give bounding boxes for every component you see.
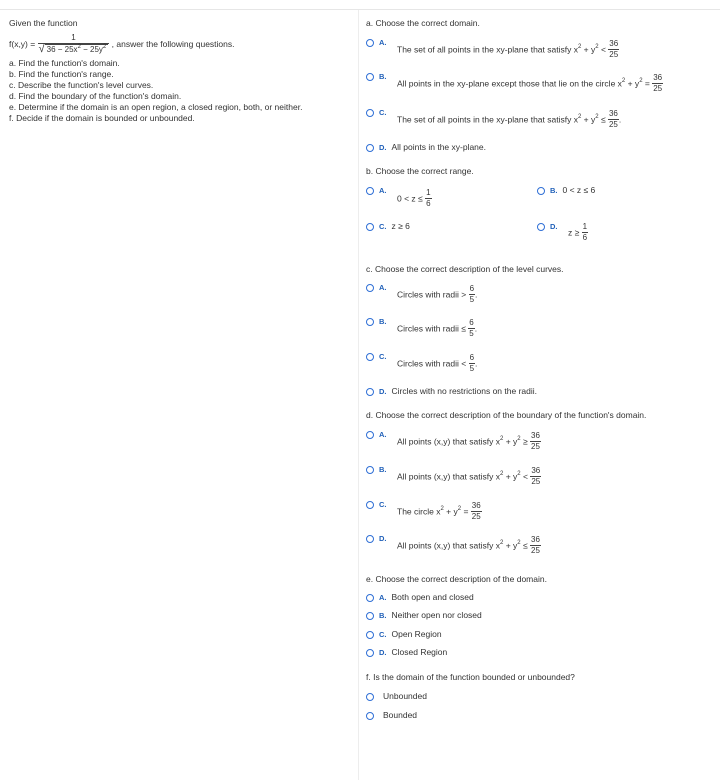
radio-button[interactable] xyxy=(537,223,545,231)
radio-button[interactable] xyxy=(366,39,374,47)
option-c-c-text: Circles with radii < $\frac{6}{5}$ . xyxy=(397,353,478,373)
option-f-bounded[interactable]: Bounded xyxy=(366,710,417,720)
radio-button[interactable] xyxy=(366,501,374,509)
option-d-b-text: All points (x,y) that satisfy $x^2 + y^2$ < $\frac{36}{25}$ xyxy=(397,466,541,486)
option-a-a[interactable]: A. xyxy=(366,37,392,47)
option-c-a-text: Circles with radii > $\frac{6}{5}$ . xyxy=(397,284,478,304)
option-e-a[interactable]: A. Both open and closed xyxy=(366,592,474,602)
radio-button[interactable] xyxy=(366,693,374,701)
option-c-b[interactable]: B. xyxy=(366,316,392,326)
option-e-c[interactable]: C. Open Region xyxy=(366,629,442,639)
question-f-title: f. Is the domain of the function bounded or unbounded? xyxy=(366,672,575,682)
radio-button[interactable] xyxy=(366,431,374,439)
column-divider xyxy=(358,10,359,780)
problem-statement xyxy=(9,18,349,124)
question-a-title: a. Choose the correct domain. xyxy=(366,18,480,28)
radio-button[interactable] xyxy=(366,388,374,396)
function-definition: f(x,y) = $\frac{1}{√ 36 - 25x^2 - 25y^2}$ , answer the following questions. xyxy=(9,33,235,55)
option-b-c[interactable]: C. z ≥ 6 xyxy=(366,221,410,231)
option-a-a-text: The set of all points in the xy-plane that satisfy $x^2 + y^2$ < $\frac{36}{25}$ xyxy=(397,39,619,59)
option-b-d[interactable]: D. xyxy=(537,221,563,231)
option-c-b-text: Circles with radii ≤ $\frac{6}{5}$ . xyxy=(397,318,478,338)
option-e-d[interactable]: D. Closed Region xyxy=(366,647,447,657)
option-a-c[interactable]: C. xyxy=(366,107,392,117)
option-d-d-text: All points (x,y) that satisfy $x^2 + y^2$ ≤ $\frac{36}{25}$ xyxy=(397,535,540,555)
radio-button[interactable] xyxy=(366,631,374,639)
radio-button[interactable] xyxy=(366,535,374,543)
option-e-b[interactable]: B. Neither open nor closed xyxy=(366,610,482,620)
top-rule xyxy=(0,9,720,10)
option-a-b-text: All points in the xy-plane except those that lie on the circle $x^2 + y^2$ = $\frac{36}{25}$ xyxy=(397,73,663,93)
sqrt-symbol: √ xyxy=(38,43,45,55)
option-d-c[interactable]: C. xyxy=(366,499,392,509)
radio-button[interactable] xyxy=(366,318,374,326)
option-d-c-text: The circle $x^2 + y^2$ = $\frac{36}{25}$ xyxy=(397,501,481,521)
radio-button[interactable] xyxy=(366,353,374,361)
option-b-b[interactable]: B. 0 < z ≤ 6 xyxy=(537,185,595,195)
radio-button[interactable] xyxy=(366,594,374,602)
option-d-a[interactable]: A. xyxy=(366,429,392,439)
option-c-a[interactable]: A. xyxy=(366,282,392,292)
option-a-c-text: The set of all points in the xy-plane that satisfy $x^2 + y^2$ ≤ $\frac{36}{25}$ . xyxy=(397,109,622,129)
option-d-a-text: All points (x,y) that satisfy $x^2 + y^2$ ≥ $\frac{36}{25}$ xyxy=(397,431,540,451)
function-fraction: $\frac{1}{√ 36 - 25x^2 - 25y^2}$ xyxy=(38,33,110,55)
radio-button[interactable] xyxy=(366,223,374,231)
task-item: d. Find the boundary of the function's domain. xyxy=(9,91,182,101)
radio-button[interactable] xyxy=(366,712,374,720)
radio-button[interactable] xyxy=(366,73,374,81)
question-c-title: c. Choose the correct description of the level curves. xyxy=(366,264,564,274)
option-a-b[interactable]: B. xyxy=(366,71,392,81)
task-item: f. Decide if the domain is bounded or unbounded. xyxy=(9,113,195,123)
option-d-d[interactable]: D. xyxy=(366,533,392,543)
radio-button[interactable] xyxy=(366,109,374,117)
task-item: e. Determine if the domain is an open region, a closed region, both, or neither. xyxy=(9,102,303,112)
option-b-a-text: 0 < z ≤ $\frac{1}{6}$ xyxy=(397,188,431,208)
task-item: a. Find the function's domain. xyxy=(9,58,120,68)
question-e-title: e. Choose the correct description of the domain. xyxy=(366,574,547,584)
radio-button[interactable] xyxy=(537,187,545,195)
given-text: Given the function xyxy=(9,18,78,28)
question-b-title: b. Choose the correct range. xyxy=(366,166,474,176)
radio-button[interactable] xyxy=(366,649,374,657)
option-b-a[interactable]: A. xyxy=(366,185,392,195)
option-c-c[interactable]: C. xyxy=(366,351,392,361)
question-d-title: d. Choose the correct description of the boundary of the function's domain. xyxy=(366,410,647,420)
task-item: c. Describe the function's level curves. xyxy=(9,80,154,90)
option-f-unbounded[interactable]: Unbounded xyxy=(366,691,427,701)
option-d-b[interactable]: B. xyxy=(366,464,392,474)
radio-button[interactable] xyxy=(366,187,374,195)
task-item: b. Find the function's range. xyxy=(9,69,114,79)
option-b-d-text: z ≥ $\frac{1}{6}$ xyxy=(568,222,588,242)
radio-button[interactable] xyxy=(366,284,374,292)
task-list xyxy=(9,58,349,124)
radio-button[interactable] xyxy=(366,144,374,152)
radio-button[interactable] xyxy=(366,612,374,620)
option-a-d[interactable]: D. All points in the xy-plane. xyxy=(366,142,486,152)
radio-button[interactable] xyxy=(366,466,374,474)
option-c-d[interactable]: D. Circles with no restrictions on the radii. xyxy=(366,386,537,396)
